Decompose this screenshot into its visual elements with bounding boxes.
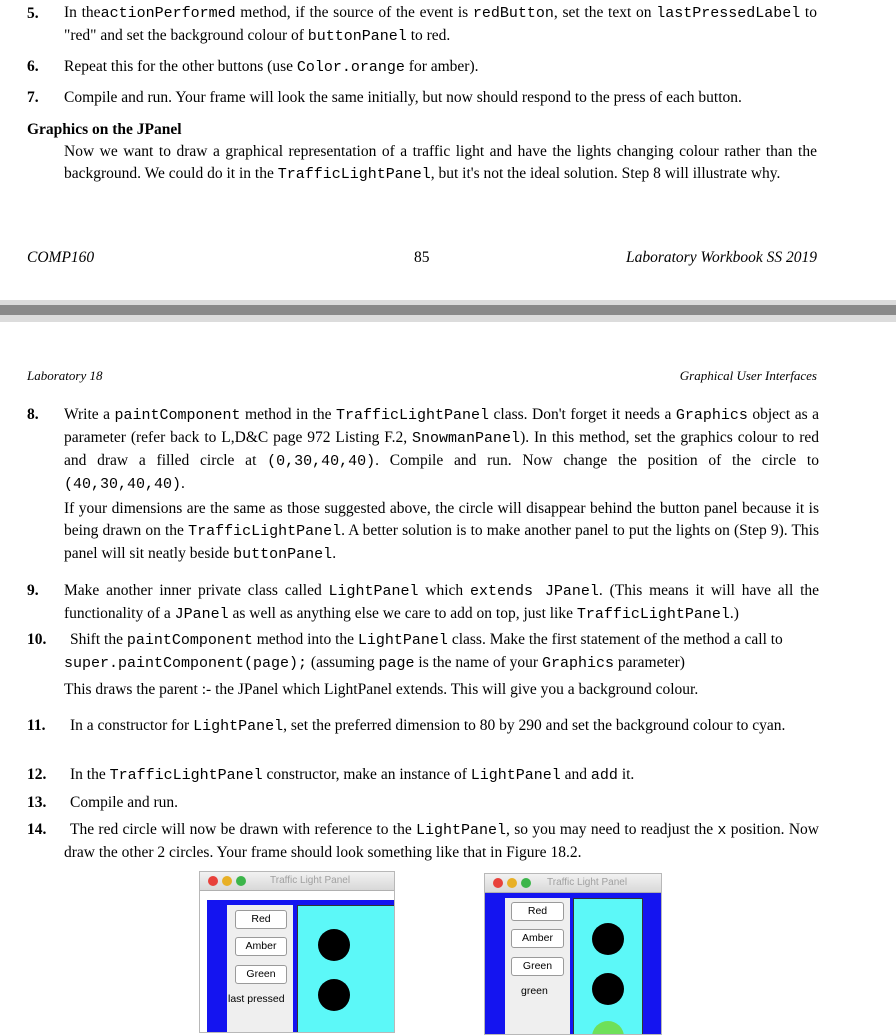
- figure-left-title: Traffic Light Panel: [270, 875, 351, 886]
- bottom-light: [592, 1021, 624, 1035]
- footer-course: COMP160: [27, 249, 95, 266]
- section-paragraph: Now we want to draw a graphical representation of a traffic light and have the lights changing colour rather than the background. We could do it in the TrafficLightPanel, but it's not the ideal solution. Step 8 will illustrate why.: [64, 143, 817, 183]
- item-7-number: 7.: [27, 89, 39, 106]
- item-8-text: Write a paintComponent method in the TrafficLightPanel class. Don't forget it needs a Graphics object as a parameter (refer back to L,D&C page 972 Listing F.2, SnowmanPanel). In this method, set the graphics colour to red and draw a filled circle at (0,30,40,40). Compile and run. Now change the position of the circle to (40,30,40,40).: [64, 406, 819, 493]
- item-13-text: Compile and run.: [70, 794, 179, 811]
- middle-light: [592, 973, 624, 1005]
- figure-right-titlebar: [485, 874, 661, 893]
- item-5-number: 5.: [27, 5, 39, 22]
- figure-right-title: Traffic Light Panel: [547, 877, 628, 888]
- header-lab: Laboratory 18: [27, 368, 103, 383]
- item-14-number: 14.: [27, 821, 47, 838]
- item-6-text: Repeat this for the other buttons (use Color.orange for amber).: [64, 58, 479, 76]
- item-9-number: 9.: [27, 582, 39, 599]
- item-10-paragraph-2: This draws the parent :- the JPanel which LightPanel extends. This will give you a background colour.: [64, 681, 699, 698]
- figure-right-button-panel: [505, 898, 570, 1034]
- item-7-text: Compile and run. Your frame will look the same initially, but now should respond to the press of each button.: [64, 89, 742, 106]
- item-8-paragraph-2: If your dimensions are the same as those suggested above, the circle will disappear behind the button panel because it is being drawn on the TrafficLightPanel. A better solution is to make another panel to put the lights on (Step 9). This panel will sit neatly beside buttonPanel.: [64, 500, 819, 563]
- item-12-number: 12.: [27, 766, 47, 783]
- figure-left-window: [199, 871, 395, 1033]
- top-light: [592, 923, 624, 955]
- section-heading: Graphics on the JPanel: [27, 121, 182, 138]
- item-5-text: In theactionPerformed method, if the source of the event is redButton, set the text on lastPressedLabel to "red" and set the background colour of buttonPanel to red.: [64, 4, 817, 45]
- last-pressed-label: last pressed: [228, 993, 285, 1005]
- footer-workbook: Laboratory Workbook SS 2019: [625, 249, 817, 266]
- green-button[interactable]: Green: [511, 957, 564, 976]
- figure-left-titlebar: [200, 872, 394, 891]
- zoom-icon[interactable]: [521, 878, 531, 888]
- item-8-number: 8.: [27, 406, 39, 423]
- green-button[interactable]: Green: [235, 965, 287, 984]
- minimize-icon[interactable]: [222, 876, 232, 886]
- page-top: [0, 0, 896, 300]
- top-light: [318, 929, 350, 961]
- figure-left-light-panel: [297, 905, 395, 1033]
- amber-button[interactable]: Amber: [511, 929, 564, 948]
- figure-right-window: [484, 873, 662, 1035]
- amber-button[interactable]: Amber: [235, 937, 287, 956]
- close-icon[interactable]: [208, 876, 218, 886]
- item-11-text: In a constructor for LightPanel, set the preferred dimension to 80 by 290 and set the background colour to cyan.: [70, 717, 786, 735]
- item-10-number: 10.: [27, 631, 47, 648]
- footer-page-number: 85: [414, 249, 430, 266]
- item-13-number: 13.: [27, 794, 47, 811]
- middle-light: [318, 979, 350, 1011]
- header-topic: Graphical User Interfaces: [679, 368, 817, 383]
- figure-left-button-panel: [227, 905, 293, 1033]
- red-button[interactable]: Red: [235, 910, 287, 929]
- zoom-icon[interactable]: [236, 876, 246, 886]
- page-separator: [0, 305, 896, 315]
- minimize-icon[interactable]: [507, 878, 517, 888]
- close-icon[interactable]: [493, 878, 503, 888]
- red-button[interactable]: Red: [511, 902, 564, 921]
- figure-right-light-panel: [573, 898, 643, 1035]
- item-12-text: In the TrafficLightPanel constructor, make an instance of LightPanel and add it.: [70, 766, 635, 784]
- item-9-text: Make another inner private class called LightPanel which extends JPanel. (This means it will have all the functionality of a JPanel as well as anything else we care to add on top, just like TrafficLightPanel.): [64, 582, 819, 623]
- item-11-number: 11.: [27, 717, 46, 734]
- item-6-number: 6.: [27, 58, 39, 75]
- item-10-text: Shift the paintComponent method into the LightPanel class. Make the first statement of the method a call to super.paintComponent(page); (assuming page is the name of your Graphics parameter): [64, 631, 783, 672]
- item-14-text: The red circle will now be drawn with reference to the LightPanel, so you may need to readjust the x position. Now draw the other 2 circles. Your frame should look something like that in Figure 18.2.: [64, 821, 819, 861]
- last-pressed-label: green: [521, 985, 548, 997]
